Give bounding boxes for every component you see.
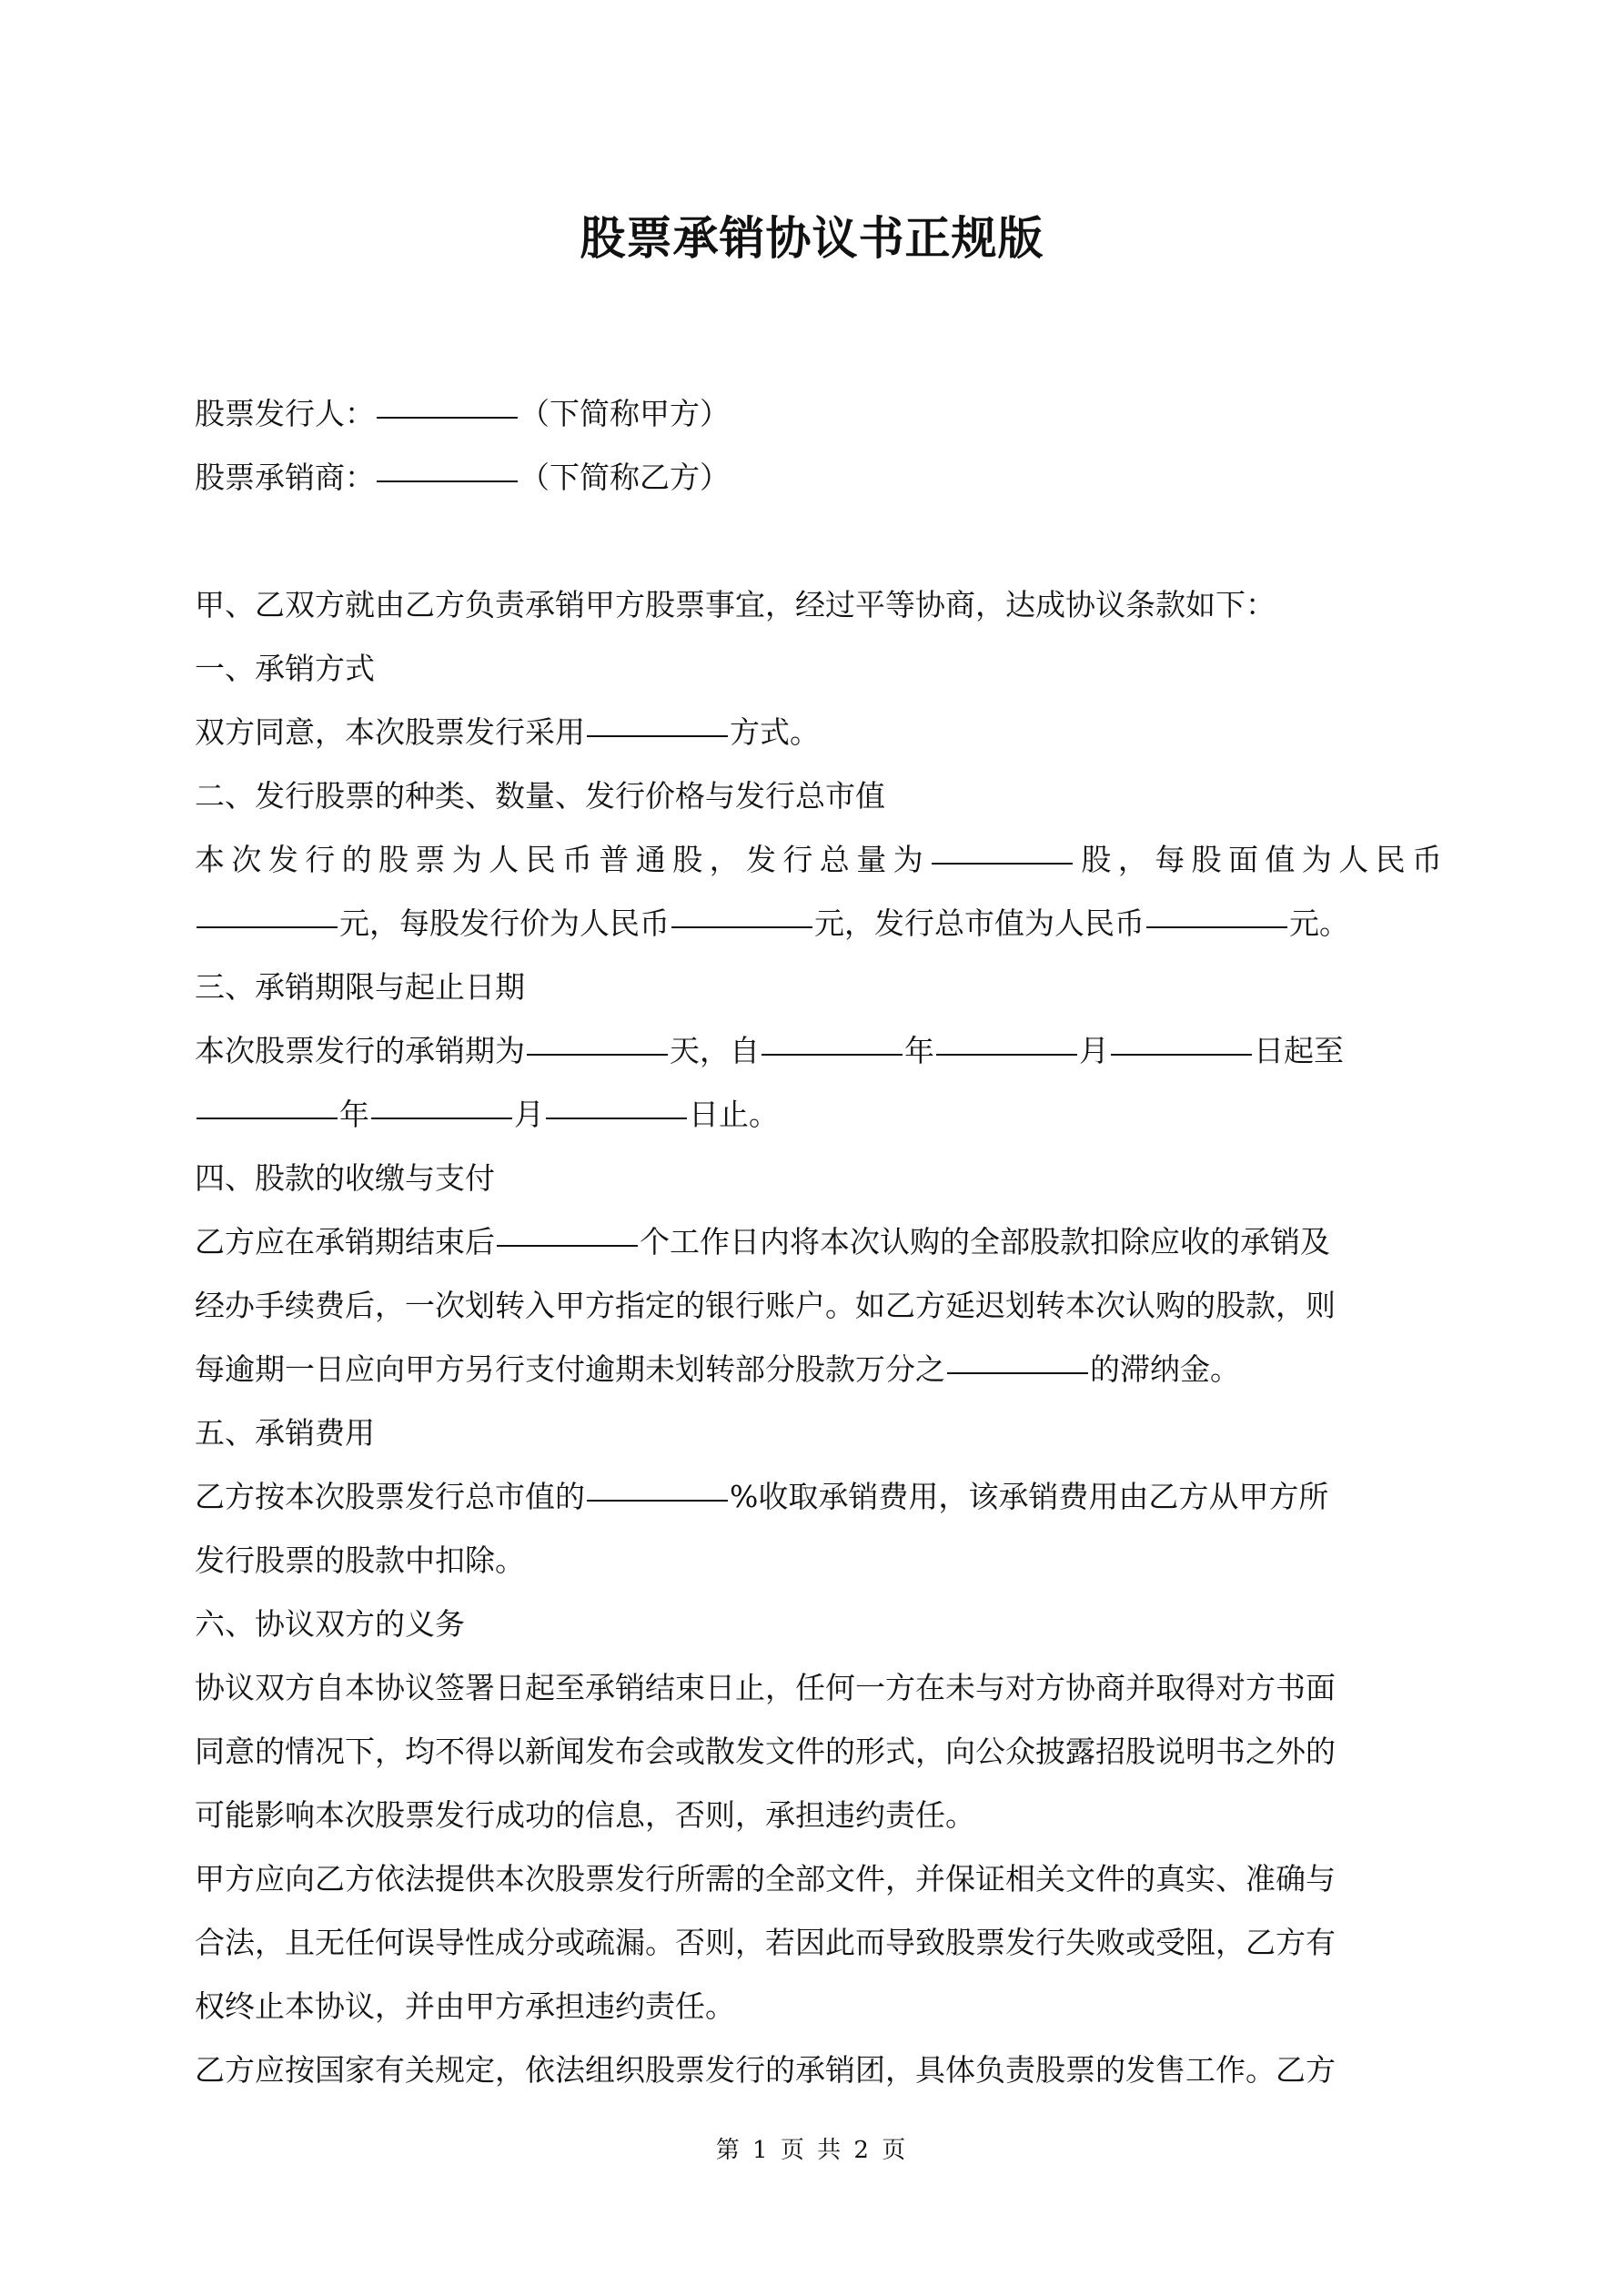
method-blank xyxy=(587,734,728,737)
section-6-heading: 六、协议双方的义务 xyxy=(195,1606,465,1642)
text-segment: 元。 xyxy=(1289,905,1349,941)
document-body xyxy=(195,382,1442,2102)
underwriter-label: 股票承销商： xyxy=(195,460,375,495)
section-6-p3-line-1: 乙方应按国家有关规定，依法组织股票发行的承销团，具体负责股票的发售工作。乙方 xyxy=(195,2052,1336,2088)
spacer xyxy=(195,510,1442,573)
text-segment: 年 xyxy=(904,1033,934,1068)
issuer-suffix: （下简称甲方） xyxy=(519,396,730,431)
section-1-heading: 一、承销方式 xyxy=(195,651,375,686)
text-segment: 天，自 xyxy=(670,1033,760,1068)
text-segment: 的滞纳金。 xyxy=(1090,1351,1240,1387)
section-6-p1-line-3: 可能影响本次股票发行成功的信息，否则，承担违约责任。 xyxy=(195,1797,975,1833)
end-year-blank xyxy=(197,1117,338,1119)
text-segment: 股，每股面值为人民币 xyxy=(1074,842,1443,877)
section-3-line-1 xyxy=(195,1019,1442,1083)
text-segment: 本次股票发行的承销期为 xyxy=(195,1033,525,1068)
text-segment: 日止。 xyxy=(689,1097,779,1132)
section-5-heading: 五、承销费用 xyxy=(195,1415,375,1451)
section-4-line-1 xyxy=(195,1210,1442,1274)
section-2-heading: 二、发行股票的种类、数量、发行价格与发行总市值 xyxy=(195,778,885,814)
text-segment: 乙方应在承销期结束后 xyxy=(195,1224,495,1259)
section-1-paragraph xyxy=(195,701,1442,764)
text-segment: 个工作日内将本次认购的全部股款扣除应收的承销及 xyxy=(640,1224,1330,1259)
text-segment: 每逾期一日应向甲方另行支付逾期未划转部分股款万分之 xyxy=(195,1351,945,1387)
quantity-blank xyxy=(932,862,1073,865)
text-segment: 乙方按本次股票发行总市值的 xyxy=(195,1479,585,1514)
text-segment: 元，发行总市值为人民币 xyxy=(814,905,1145,941)
text-segment: 元，每股发行价为人民币 xyxy=(339,905,670,941)
text-segment: 本次发行的股票为人民币普通股，发行总量为 xyxy=(195,842,930,877)
section-4-line-2: 经办手续费后，一次划转入甲方指定的银行账户。如乙方延迟划转本次认购的股款，则 xyxy=(195,1288,1336,1323)
late-fee-blank xyxy=(947,1371,1088,1374)
underwriter-suffix: （下简称乙方） xyxy=(519,460,730,495)
fee-rate-blank xyxy=(587,1499,728,1502)
section-3-heading: 三、承销期限与起止日期 xyxy=(195,969,525,1005)
issuer-label: 股票发行人： xyxy=(195,396,375,431)
underwriter-line xyxy=(195,446,1442,510)
section-2-line-2 xyxy=(195,892,1442,956)
text-segment: 日起至 xyxy=(1254,1033,1344,1068)
text-segment: %收取承销费用，该承销费用由乙方从甲方所 xyxy=(730,1479,1329,1514)
workdays-blank xyxy=(497,1244,638,1247)
start-month-blank xyxy=(936,1053,1077,1056)
section-5-line-1 xyxy=(195,1465,1442,1529)
market-value-blank xyxy=(1146,925,1287,928)
start-year-blank xyxy=(762,1053,903,1056)
issuer-line xyxy=(195,382,1442,446)
section-6-p2-line-1: 甲方应向乙方依法提供本次股票发行所需的全部文件，并保证相关文件的真实、准确与 xyxy=(195,1861,1336,1896)
par-value-blank xyxy=(197,925,338,928)
section-5-line-2: 发行股票的股款中扣除。 xyxy=(195,1542,525,1578)
section-6-p2-line-3: 权终止本协议，并由甲方承担违约责任。 xyxy=(195,1988,735,2024)
text-segment: 年 xyxy=(339,1097,369,1132)
section-6-p1-line-2: 同意的情况下，均不得以新闻发布会或散发文件的形式，向公众披露招股说明书之外的 xyxy=(195,1734,1336,1769)
section-6-p2-line-2: 合法，且无任何误导性成分或疏漏。否则，若因此而导致股票发行失败或受阻，乙方有 xyxy=(195,1925,1336,1960)
text-segment: 双方同意，本次股票发行采用 xyxy=(195,714,585,750)
page-footer: 第 1 页 共 2 页 xyxy=(715,2137,909,2164)
section-3-line-2 xyxy=(195,1083,1442,1147)
intro-paragraph: 甲、乙双方就由乙方负责承销甲方股票事宜，经过平等协商，达成协议条款如下： xyxy=(195,587,1276,622)
text-segment: 方式。 xyxy=(730,714,820,750)
underwriter-blank xyxy=(377,480,518,482)
start-day-blank xyxy=(1111,1053,1252,1056)
section-2-line-1 xyxy=(195,828,1442,892)
section-4-line-3 xyxy=(195,1338,1442,1401)
end-month-blank xyxy=(371,1117,512,1119)
issue-price-blank xyxy=(671,925,812,928)
section-4-heading: 四、股款的收缴与支付 xyxy=(195,1160,495,1196)
issuer-blank xyxy=(377,416,518,419)
document-title: 股票承销协议书正规版 xyxy=(580,212,1044,265)
days-blank xyxy=(527,1053,668,1056)
text-segment: 月 xyxy=(514,1097,544,1132)
text-segment: 月 xyxy=(1079,1033,1109,1068)
end-day-blank xyxy=(546,1117,687,1119)
section-6-p1-line-1: 协议双方自本协议签署日起至承销结束日止，任何一方在未与对方协商并取得对方书面 xyxy=(195,1670,1336,1705)
